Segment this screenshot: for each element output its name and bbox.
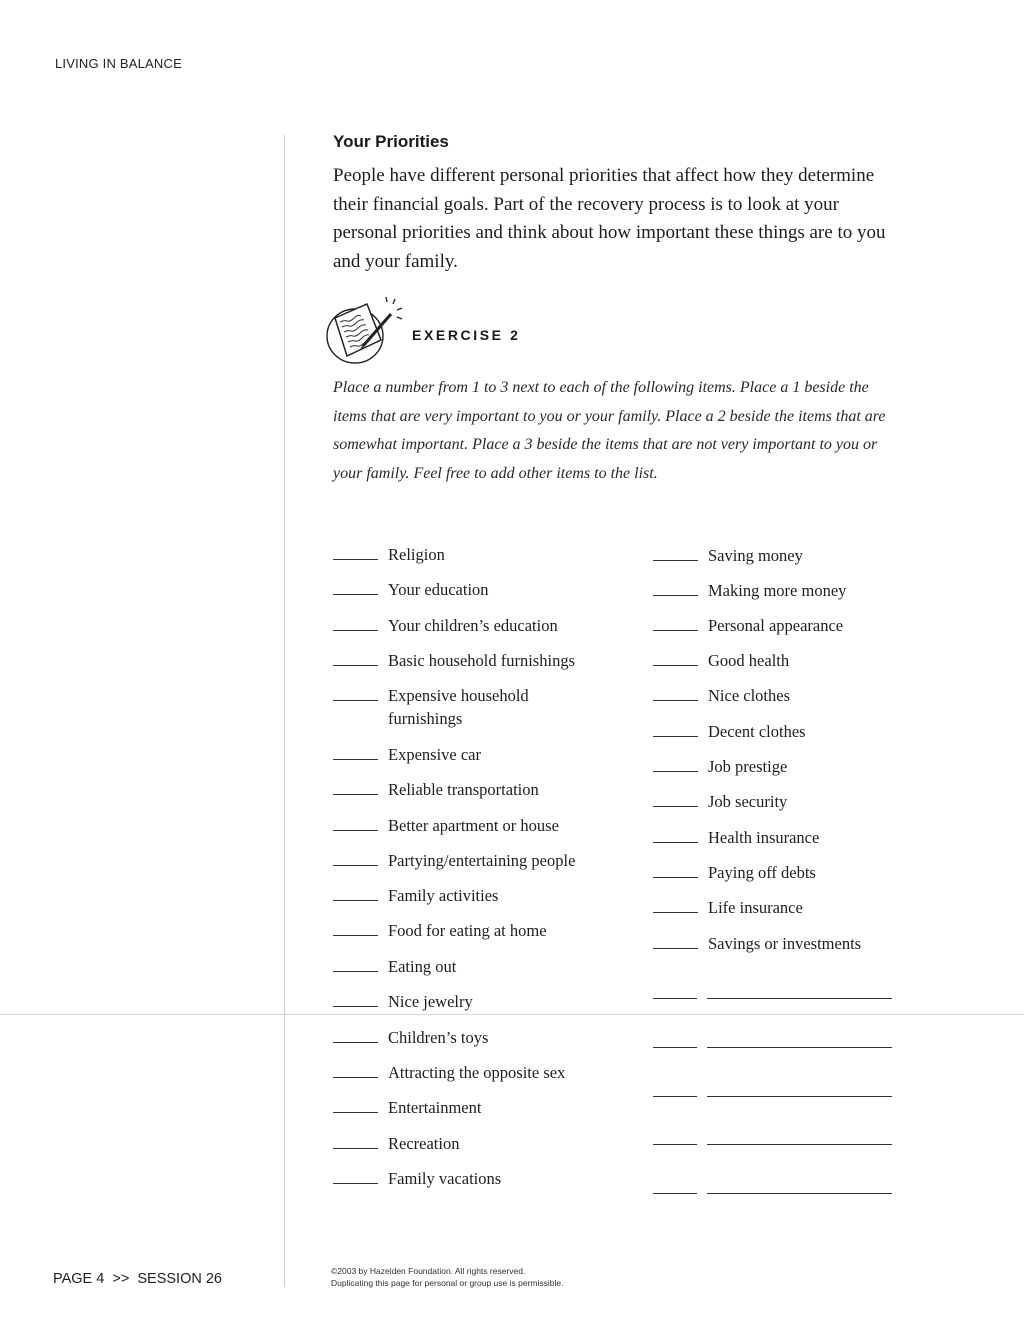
- item-label: Your children’s education: [388, 616, 558, 635]
- rating-blank[interactable]: [653, 806, 698, 807]
- rating-blank[interactable]: [333, 794, 378, 795]
- copyright-line: ©2003 by Hazelden Foundation. All rights reserved.: [331, 1266, 526, 1276]
- write-in-item-blank[interactable]: [707, 1144, 892, 1145]
- item-label: Eating out: [388, 957, 457, 976]
- rating-blank[interactable]: [333, 1042, 378, 1043]
- rating-blank[interactable]: [333, 700, 378, 701]
- copyright-notice: [331, 1265, 563, 1289]
- write-in-rating-blank[interactable]: [653, 1047, 697, 1048]
- write-in-rating-blank[interactable]: [653, 1193, 697, 1194]
- rating-blank[interactable]: [333, 759, 378, 760]
- item-label: Job prestige: [708, 757, 788, 776]
- rating-blank[interactable]: [653, 912, 698, 913]
- section-title: Your Priorities: [333, 132, 449, 151]
- item-label: Good health: [708, 651, 790, 670]
- rating-blank[interactable]: [333, 594, 378, 595]
- rating-blank[interactable]: [333, 1077, 378, 1078]
- main-content: [333, 132, 893, 488]
- write-in-item-blank[interactable]: [707, 1096, 892, 1097]
- page-fold-line: [0, 1014, 1024, 1015]
- rating-blank[interactable]: [653, 771, 698, 772]
- item-label: Food for eating at home: [388, 921, 547, 940]
- item-label: Children’s toys: [388, 1028, 489, 1047]
- item-label: Saving money: [708, 546, 803, 565]
- rating-blank[interactable]: [653, 665, 698, 666]
- rating-blank[interactable]: [333, 630, 378, 631]
- rating-blank[interactable]: [333, 900, 378, 901]
- exercise-instructions: Place a number from 1 to 3 next to each of the following items. Place a 1 beside the items that are very important to you or your family. Place a 2 beside the items that are somewhat important. Place a 3 beside the items that are not very important to you or your family. Feel free to add other items to the list.: [333, 379, 886, 482]
- item-label: Nice jewelry: [388, 992, 473, 1011]
- item-label: Expensive household furnishings: [388, 686, 529, 728]
- write-in-item-blank[interactable]: [707, 1193, 892, 1194]
- write-in-item-blank[interactable]: [707, 998, 892, 999]
- rating-blank[interactable]: [653, 877, 698, 878]
- item-label: Reliable transportation: [388, 780, 539, 799]
- item-label: Decent clothes: [708, 722, 806, 741]
- item-label: Your education: [388, 580, 489, 599]
- item-label: Basic household furnishings: [388, 651, 575, 670]
- write-in-rating-blank[interactable]: [653, 998, 697, 999]
- item-label: Expensive car: [388, 745, 481, 764]
- rating-blank[interactable]: [333, 830, 378, 831]
- item-label: Personal appearance: [708, 616, 844, 635]
- item-label: Family vacations: [388, 1169, 502, 1188]
- exercise-label: EXERCISE 2: [412, 327, 521, 343]
- rating-blank[interactable]: [333, 1148, 378, 1149]
- rating-blank[interactable]: [653, 630, 698, 631]
- rating-blank[interactable]: [653, 595, 698, 596]
- item-label: Entertainment: [388, 1098, 482, 1117]
- rating-blank[interactable]: [333, 1112, 378, 1113]
- rating-blank[interactable]: [333, 1183, 378, 1184]
- item-label: Job security: [708, 792, 788, 811]
- item-label: Paying off debts: [708, 863, 816, 882]
- rating-blank[interactable]: [653, 560, 698, 561]
- margin-rule: [284, 135, 285, 1287]
- permission-line: Duplicating this page for personal or group use is permissible.: [331, 1278, 564, 1288]
- item-label: Better apartment or house: [388, 816, 559, 835]
- write-in-rating-blank[interactable]: [653, 1144, 697, 1145]
- item-label: Making more money: [708, 581, 847, 600]
- rating-blank[interactable]: [653, 842, 698, 843]
- intro-paragraph: People have different personal priorities that affect how they determine their financial goals. Part of the recovery process is to look at your personal priorities and think about how important these things are to you and your family.: [333, 165, 886, 272]
- item-label: Nice clothes: [708, 686, 791, 705]
- item-label: Savings or investments: [708, 934, 862, 953]
- item-label: Health insurance: [708, 828, 820, 847]
- rating-blank[interactable]: [333, 865, 378, 866]
- rating-blank[interactable]: [333, 1006, 378, 1007]
- rating-blank[interactable]: [333, 935, 378, 936]
- write-in-rating-blank[interactable]: [653, 1096, 697, 1097]
- running-header: LIVING IN BALANCE: [55, 56, 182, 71]
- item-label: Family activities: [388, 886, 499, 905]
- rating-blank[interactable]: [653, 948, 698, 949]
- item-label: Life insurance: [708, 898, 803, 917]
- item-label: Recreation: [388, 1134, 460, 1153]
- rating-blank[interactable]: [333, 665, 378, 666]
- rating-blank[interactable]: [333, 971, 378, 972]
- notepad-pen-icon: [325, 296, 407, 373]
- item-label: Religion: [388, 545, 445, 564]
- write-in-item-blank[interactable]: [707, 1047, 892, 1048]
- page-number: PAGE 4 >> SESSION 26: [53, 1271, 222, 1287]
- rating-blank[interactable]: [333, 559, 378, 560]
- rating-blank[interactable]: [653, 700, 698, 701]
- item-label: Attracting the opposite sex: [388, 1063, 566, 1082]
- rating-blank[interactable]: [653, 736, 698, 737]
- exercise-heading: [333, 296, 893, 368]
- item-label: Partying/entertaining people: [388, 851, 576, 870]
